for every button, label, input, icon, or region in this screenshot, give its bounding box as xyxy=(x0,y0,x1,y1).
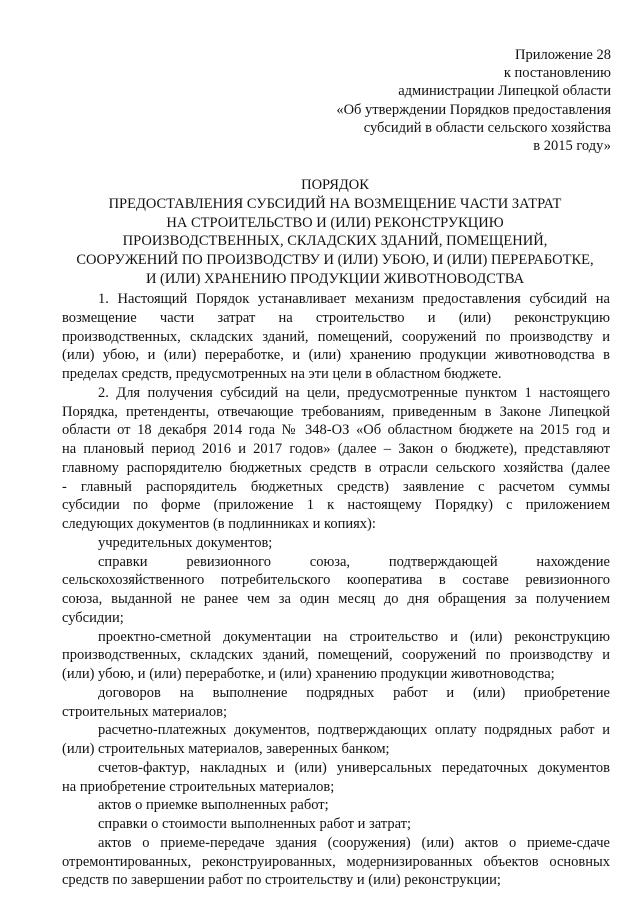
annex-line: в 2015 году» xyxy=(533,138,611,155)
paragraph-line: следующих документов (в подлинниках и копиях): xyxy=(62,516,376,532)
list-item: проектно-сметной документации на строительство и (или) реконструкцию xyxy=(98,628,610,645)
paragraph-line: союза, выданной не ранее чем за один месяц до дня обращения за получением xyxy=(62,591,610,607)
paragraph-line: на плановый период 2016 и 2017 годов» (далее – Закон о бюджете), представляют xyxy=(62,441,610,457)
paragraph-line: возмещение части затрат на строительство и (или) реконструкцию xyxy=(62,309,610,326)
title-line: ПРОИЗВОДСТВЕННЫХ, СКЛАДСКИХ ЗДАНИЙ, ПОМЕЩЕНИЙ, xyxy=(122,233,548,250)
document-title xyxy=(58,176,612,289)
title-line: НА СТРОИТЕЛЬСТВО И (ИЛИ) РЕКОНСТРУКЦИЮ xyxy=(166,214,504,231)
paragraph-line: (или) строительных материалов, заверенных банком; xyxy=(62,741,390,757)
annex-line: Приложение 28 xyxy=(515,47,611,63)
list-item: актов о приемке выполненных работ; xyxy=(98,797,329,814)
paragraph-line: на приобретение строительных материалов; xyxy=(62,778,335,795)
annex-line: администрации Липецкой области xyxy=(398,83,611,100)
title-line: СООРУЖЕНИЙ ПО ПРОИЗВОДСТВУ И (ИЛИ) УБОЮ, И (ИЛИ) ПЕРЕРАБОТКЕ, xyxy=(76,252,594,269)
paragraph-line: субсидии; xyxy=(62,609,124,626)
paragraph-line: 1. Настоящий Порядок устанавливает механизм предоставления субсидий на xyxy=(98,291,610,307)
paragraph-line: строительных материалов; xyxy=(62,703,228,720)
annex-line: субсидий в области сельского хозяйства xyxy=(363,119,611,136)
title-line: ПОРЯДОК xyxy=(301,177,369,193)
paragraph-line: отремонтированных, реконструированных, модернизированных объектов основных xyxy=(62,853,610,870)
annex-line: «Об утверждении Порядков предоставления xyxy=(336,101,611,118)
paragraph-line: - главный распорядитель бюджетных средств) заявление с расчетом суммы xyxy=(62,478,610,495)
annex-line: к постановлению xyxy=(503,65,611,82)
paragraph-line: средств по завершении работ по строительству и (или) реконструкции; xyxy=(62,872,501,889)
list-item: учредительных документов; xyxy=(98,534,273,551)
title-line: И (ИЛИ) ХРАНЕНИЮ ПРОДУКЦИИ ЖИВОТНОВОДСТВА xyxy=(145,270,525,287)
paragraph-line: производственных, складских зданий, помещений, сооружений по производству и xyxy=(62,328,610,345)
paragraph-line: Порядка, претенденты, отвечающие требованиям, приведенным в Законе Липецкой xyxy=(62,403,610,420)
list-item: счетов-фактур, накладных и (или) универсальных передаточных документов xyxy=(98,759,610,776)
paragraph-line: сельскохозяйственного потребительского кооператива в составе ревизионного xyxy=(62,572,610,589)
title-line: ПРЕДОСТАВЛЕНИЯ СУБСИДИЙ НА ВОЗМЕЩЕНИЕ ЧАСТИ ЗАТРАТ xyxy=(108,195,562,212)
document-body xyxy=(62,290,610,890)
paragraph-line: 2. Для получения субсидий на цели, предусмотренные пунктом 1 настоящего xyxy=(98,384,610,401)
annex-reference xyxy=(251,46,611,155)
list-item: справки о стоимости выполненных работ и затрат; xyxy=(98,816,411,832)
list-item: справки ревизионного союза, подтверждающей нахождение xyxy=(98,553,610,570)
list-item: актов о приеме-передаче здания (сооружения) (или) актов о приеме-сдаче xyxy=(98,834,610,851)
paragraph-line: субсидии по форме (приложение 1 к настоящему Порядку) с приложением xyxy=(62,497,610,514)
paragraph-line: производственных, складских зданий, помещений, сооружений по производству и xyxy=(62,647,610,664)
paragraph-line: (или) убою, и (или) переработке, и (или) хранению продукции животноводства в xyxy=(62,347,610,364)
paragraph-line: пределах средств, предусмотренных на эти цели в областном бюджете. xyxy=(62,366,502,382)
list-item: договоров на выполнение подрядных работ и (или) приобретение xyxy=(98,684,610,701)
list-item: расчетно-платежных документов, подтверждающих оплату подрядных работ и xyxy=(98,722,610,739)
paragraph-line: области от 18 декабря 2014 года № 348-ОЗ «Об областном бюджете на 2015 год и xyxy=(62,422,610,439)
paragraph-line: главному распорядителю бюджетных средств в отрасли сельского хозяйства (далее xyxy=(62,459,610,476)
paragraph-line: (или) убою, и (или) переработке, и (или) хранению продукции животноводства; xyxy=(62,666,555,682)
